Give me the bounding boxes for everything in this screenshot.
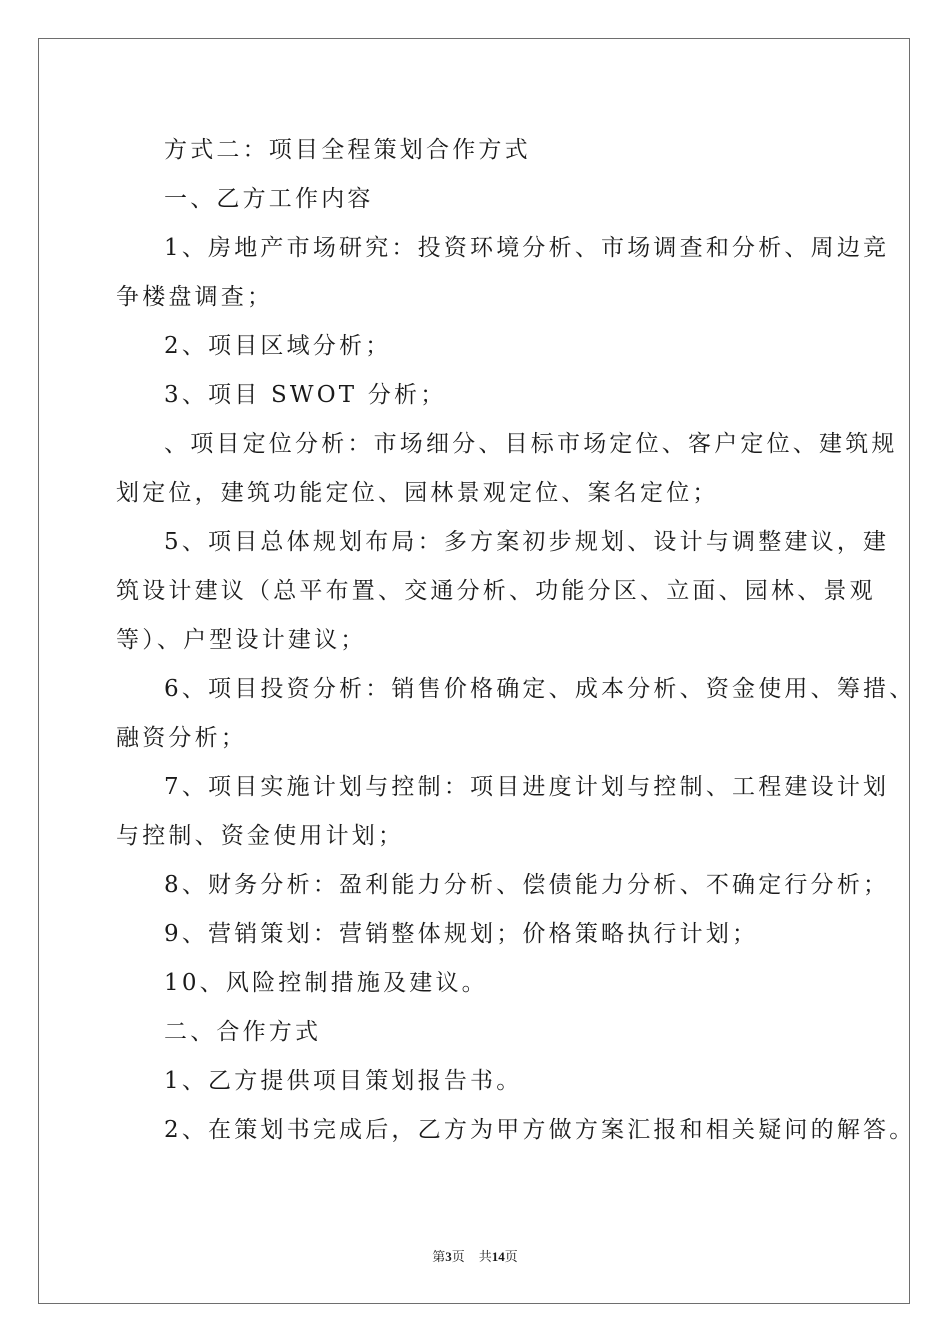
list-item-line: 、项目定位分析：市场细分、目标市场定位、客户定位、建筑规	[164, 431, 898, 457]
list-item-line: 1、乙方提供项目策划报告书。	[164, 1068, 523, 1094]
list-item-line: 9、营销策划：营销整体规划；价格策略执行计划；	[164, 921, 759, 947]
list-item-line: 争楼盘调查；	[116, 284, 274, 310]
document-body	[116, 126, 916, 1155]
page-number: 3	[445, 1249, 452, 1264]
list-item-line: 6、项目投资分析：销售价格确定、成本分析、资金使用、筹措、	[164, 676, 916, 702]
page-prefix: 第	[432, 1249, 446, 1264]
page-footer	[0, 1246, 950, 1265]
list-item-line: 5、项目总体规划布局：多方案初步规划、设计与调整建议，建	[164, 529, 890, 555]
list-item-line: 10、风险控制措施及建议。	[164, 970, 488, 996]
total-prefix: 共	[478, 1249, 492, 1264]
subsection-heading: 一、乙方工作内容	[164, 186, 374, 212]
total-pages: 14	[491, 1249, 505, 1264]
list-item-line: 与控制、资金使用计划；	[116, 823, 405, 849]
list-item-line: 融资分析；	[116, 725, 247, 751]
subsection-heading: 二、合作方式	[164, 1019, 322, 1045]
list-item-line: 2、项目区域分析；	[164, 333, 392, 359]
total-suffix: 页	[504, 1249, 518, 1264]
list-item-line: 7、项目实施计划与控制：项目进度计划与控制、工程建设计划	[164, 774, 890, 800]
section-heading: 方式二：项目全程策划合作方式	[164, 137, 531, 163]
list-item-line: 等）、户型设计建议；	[116, 627, 367, 653]
list-item-line: 8、财务分析：盈利能力分析、偿债能力分析、不确定行分析；	[164, 872, 890, 898]
list-item-line: 划定位，建筑功能定位、园林景观定位、案名定位；	[116, 480, 719, 506]
list-item-line: 3、项目 SWOT 分析；	[164, 382, 447, 408]
list-item-line: 筑设计建议（总平布置、交通分析、功能分区、立面、园林、景观	[116, 578, 876, 604]
page-suffix: 页	[451, 1249, 465, 1264]
list-item-line: 2、在策划书完成后，乙方为甲方做方案汇报和相关疑问的解答。	[164, 1117, 916, 1143]
list-item-line: 1、房地产市场研究：投资环境分析、市场调查和分析、周边竞	[164, 235, 890, 261]
